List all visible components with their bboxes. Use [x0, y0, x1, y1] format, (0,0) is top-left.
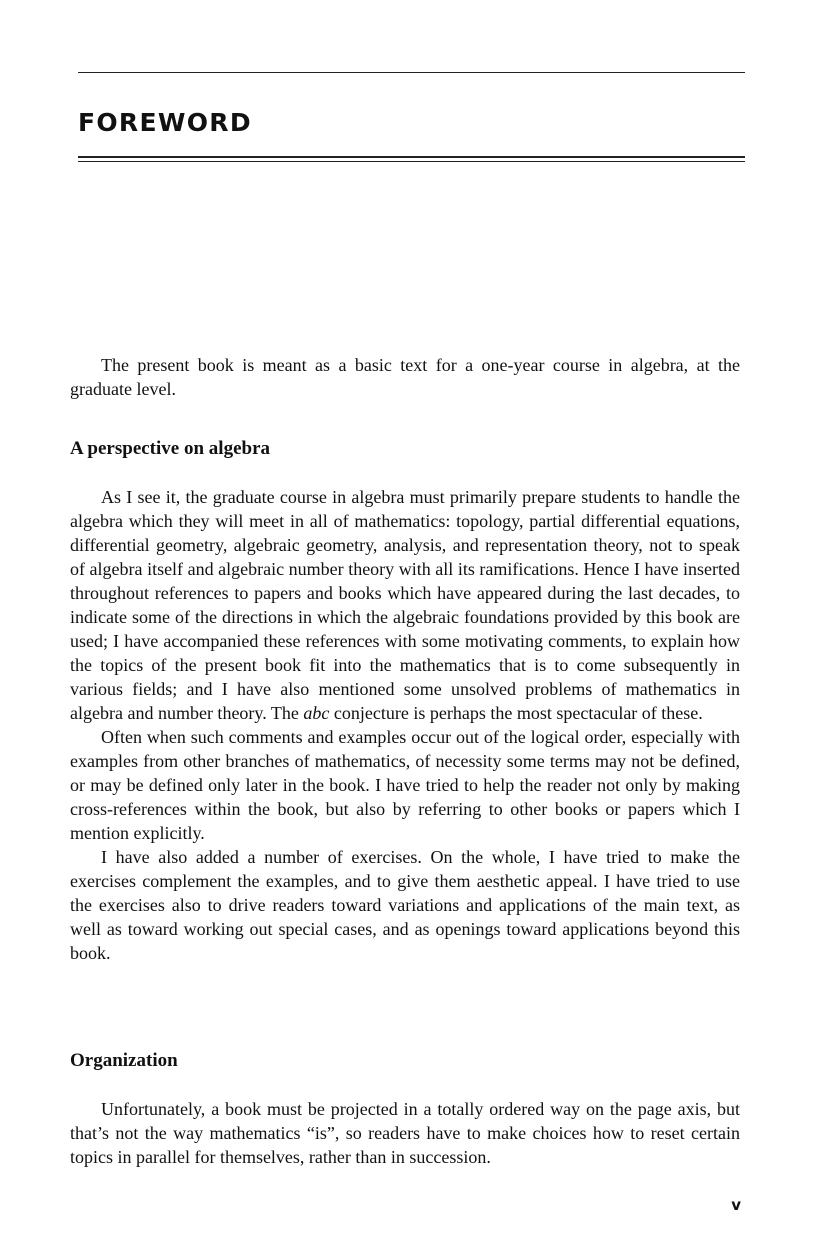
section-heading-perspective: A perspective on algebra	[70, 438, 271, 459]
organization-section	[70, 1097, 740, 1169]
abc-emphasis: abc	[303, 703, 330, 723]
top-rule	[78, 72, 745, 73]
page-number: v	[731, 1196, 741, 1214]
perspective-section	[70, 485, 740, 965]
perspective-paragraph-2: Often when such comments and examples occur out of the logical order, especially with examples from other branches of mathematics, of necessity some terms may not be defined, or may be defined only later in the book. I have tried to help the reader not only by making cross-references within the book, but also by referring to other books or papers which I mention explicitly.	[70, 727, 740, 843]
organization-paragraph-1: Unfortunately, a book must be projected in a totally ordered way on the page axis, but that’s not the way mathematics “is”, so readers have to make choices how to reset certain topics in parallel for themselves, rather than in succession.	[70, 1099, 740, 1167]
perspective-paragraph-3: I have also added a number of exercises. On the whole, I have tried to make the exercises complement the examples, and to give them aesthetic appeal. I have tried to use the exercises also to drive readers toward variations and applications of the main text, as well as toward working out special cases, and as openings toward applications beyond this book.	[70, 847, 740, 963]
section-heading-organization: Organization	[70, 1050, 178, 1071]
intro-paragraph: The present book is meant as a basic text for a one-year course in algebra, at the graduate level.	[70, 355, 740, 399]
title-rule-thick	[78, 156, 745, 158]
chapter-title: FOREWORD	[78, 108, 252, 137]
title-rule-thin	[78, 161, 745, 162]
perspective-p1-text-a: As I see it, the graduate course in algebra must primarily prepare students to handle the algebra which they will meet in all of mathematics: topology, partial differential equations, differential geometry, algebraic geometry, analysis, and representation theory, not to speak of algebra itself and algebraic number theory with all its ramifications. Hence I have inserted throughout references to papers and books which have appeared during the last decades, to indicate some of the directions in which the algebraic foundations provided by this book are used; I have accompanied these references with some motivating comments, to explain how the topics of the present book fit into the mathematics that is to come subsequently in various fields; and I have also mentioned some unsolved problems of mathematics in algebra and number theory. The	[70, 487, 740, 723]
perspective-paragraph-1	[70, 485, 740, 725]
perspective-p1-text-b: conjecture is perhaps the most spectacular of these.	[329, 703, 703, 723]
intro-section	[70, 353, 740, 401]
